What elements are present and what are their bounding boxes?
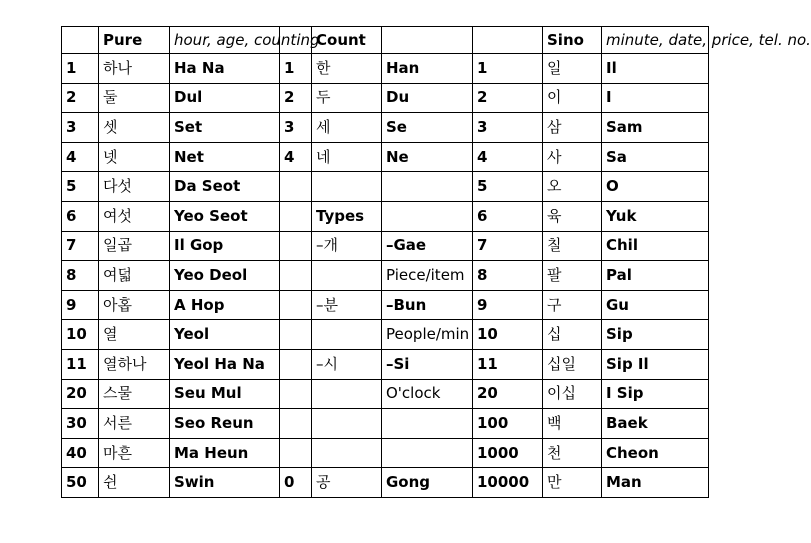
pure-number-cell: 3 [62, 113, 99, 143]
pure-romanization-cell: Ha Na [170, 54, 280, 84]
pure-korean-cell: 마흔 [99, 438, 170, 468]
count-number-cell: 3 [280, 113, 312, 143]
table-row [62, 54, 709, 84]
sino-number-cell: 3 [473, 113, 543, 143]
sino-korean-cell: 십일 [543, 349, 602, 379]
count-korean-cell: 한 [312, 54, 382, 84]
sino-romanization-cell: Baek [602, 409, 709, 439]
pure-korean-cell: 스물 [99, 379, 170, 409]
header-blank-cell [62, 27, 99, 54]
count-korean-cell [312, 172, 382, 202]
pure-number-cell: 40 [62, 438, 99, 468]
count-romanization-cell [382, 201, 473, 231]
sino-korean-cell: 이 [543, 83, 602, 113]
sino-romanization-cell: Sip [602, 320, 709, 350]
sino-romanization-cell: Man [602, 468, 709, 498]
count-number-cell [280, 409, 312, 439]
count-romanization-cell [382, 172, 473, 202]
pure-number-cell: 5 [62, 172, 99, 202]
count-romanization-cell: O'clock [382, 379, 473, 409]
pure-number-cell: 2 [62, 83, 99, 113]
header-blank-cell [473, 27, 543, 54]
count-korean-cell: 세 [312, 113, 382, 143]
count-korean-cell: 네 [312, 142, 382, 172]
pure-romanization-cell: Yeol [170, 320, 280, 350]
count-number-cell: 1 [280, 54, 312, 84]
table-row [62, 290, 709, 320]
korean-numbers-table [61, 26, 811, 498]
pure-korean-cell: 여덟 [99, 261, 170, 291]
pure-romanization-cell: Da Seot [170, 172, 280, 202]
count-number-cell [280, 320, 312, 350]
count-korean-cell [312, 438, 382, 468]
count-romanization-cell [382, 409, 473, 439]
header-sino-note: minute, date, price, tel. no. [602, 27, 709, 54]
count-number-cell [280, 438, 312, 468]
pure-romanization-cell: Ma Heun [170, 438, 280, 468]
table-row [62, 113, 709, 143]
pure-romanization-cell: Yeo Deol [170, 261, 280, 291]
sino-number-cell: 10 [473, 320, 543, 350]
sino-number-cell: 1000 [473, 438, 543, 468]
sino-korean-cell: 만 [543, 468, 602, 498]
sino-number-cell: 9 [473, 290, 543, 320]
count-korean-cell: –분 [312, 290, 382, 320]
pure-number-cell: 11 [62, 349, 99, 379]
pure-romanization-cell: Swin [170, 468, 280, 498]
table-row [62, 320, 709, 350]
count-romanization-cell: –Si [382, 349, 473, 379]
pure-korean-cell: 다섯 [99, 172, 170, 202]
sino-romanization-cell: Sam [602, 113, 709, 143]
pure-korean-cell: 하나 [99, 54, 170, 84]
pure-korean-cell: 셋 [99, 113, 170, 143]
count-number-cell [280, 172, 312, 202]
sino-number-cell: 5 [473, 172, 543, 202]
pure-korean-cell: 넷 [99, 142, 170, 172]
sino-romanization-cell: O [602, 172, 709, 202]
count-romanization-cell: Han [382, 54, 473, 84]
pure-korean-cell: 둘 [99, 83, 170, 113]
table-row [62, 201, 709, 231]
count-number-cell: 4 [280, 142, 312, 172]
table-row [62, 142, 709, 172]
pure-number-cell: 30 [62, 409, 99, 439]
sino-romanization-cell: Chil [602, 231, 709, 261]
sino-korean-cell: 삼 [543, 113, 602, 143]
count-korean-cell [312, 320, 382, 350]
table-row [62, 409, 709, 439]
pure-number-cell: 6 [62, 201, 99, 231]
table-row [62, 83, 709, 113]
sino-number-cell: 2 [473, 83, 543, 113]
pure-number-cell: 20 [62, 379, 99, 409]
count-number-cell [280, 379, 312, 409]
pure-number-cell: 8 [62, 261, 99, 291]
table-row [62, 379, 709, 409]
sino-number-cell: 8 [473, 261, 543, 291]
pure-number-cell: 4 [62, 142, 99, 172]
sino-romanization-cell: Sa [602, 142, 709, 172]
count-number-cell [280, 201, 312, 231]
sino-romanization-cell: Cheon [602, 438, 709, 468]
sino-korean-cell: 백 [543, 409, 602, 439]
count-romanization-cell: Ne [382, 142, 473, 172]
sino-romanization-cell: Gu [602, 290, 709, 320]
count-number-cell [280, 349, 312, 379]
count-romanization-cell: Se [382, 113, 473, 143]
count-number-cell [280, 231, 312, 261]
sino-number-cell: 10000 [473, 468, 543, 498]
pure-korean-cell: 열 [99, 320, 170, 350]
pure-number-cell: 9 [62, 290, 99, 320]
header-row [62, 27, 709, 54]
sino-korean-cell: 오 [543, 172, 602, 202]
pure-korean-cell: 쉰 [99, 468, 170, 498]
pure-romanization-cell: Seo Reun [170, 409, 280, 439]
count-romanization-cell: Du [382, 83, 473, 113]
count-korean-cell: –시 [312, 349, 382, 379]
sino-number-cell: 20 [473, 379, 543, 409]
pure-romanization-cell: Net [170, 142, 280, 172]
table-row [62, 231, 709, 261]
count-romanization-cell: Piece/item [382, 261, 473, 291]
pure-korean-cell: 여섯 [99, 201, 170, 231]
table-row [62, 468, 709, 498]
pure-romanization-cell: Dul [170, 83, 280, 113]
pure-korean-cell: 서른 [99, 409, 170, 439]
header-pure: Pure [99, 27, 170, 54]
header-sino: Sino [543, 27, 602, 54]
sino-romanization-cell: Yuk [602, 201, 709, 231]
pure-romanization-cell: Set [170, 113, 280, 143]
sino-korean-cell: 이십 [543, 379, 602, 409]
sino-romanization-cell: I [602, 83, 709, 113]
count-number-cell [280, 290, 312, 320]
count-korean-cell [312, 409, 382, 439]
sino-romanization-cell: Il [602, 54, 709, 84]
pure-romanization-cell: Yeol Ha Na [170, 349, 280, 379]
sino-korean-cell: 일 [543, 54, 602, 84]
sino-korean-cell: 십 [543, 320, 602, 350]
count-romanization-cell [382, 438, 473, 468]
sino-korean-cell: 칠 [543, 231, 602, 261]
count-romanization-cell: Gong [382, 468, 473, 498]
count-korean-cell [312, 379, 382, 409]
pure-number-cell: 7 [62, 231, 99, 261]
sino-romanization-cell: Pal [602, 261, 709, 291]
pure-korean-cell: 열하나 [99, 349, 170, 379]
pure-romanization-cell: Yeo Seot [170, 201, 280, 231]
sino-number-cell: 4 [473, 142, 543, 172]
count-korean-cell [312, 261, 382, 291]
table-row [62, 349, 709, 379]
sino-korean-cell: 육 [543, 201, 602, 231]
sino-korean-cell: 사 [543, 142, 602, 172]
count-romanization-cell: –Bun [382, 290, 473, 320]
pure-number-cell: 10 [62, 320, 99, 350]
header-blank-cell [382, 27, 473, 54]
pure-romanization-cell: Il Gop [170, 231, 280, 261]
sino-korean-cell: 구 [543, 290, 602, 320]
table-row [62, 261, 709, 291]
pure-romanization-cell: Seu Mul [170, 379, 280, 409]
sino-number-cell: 100 [473, 409, 543, 439]
sino-korean-cell: 팔 [543, 261, 602, 291]
count-korean-cell: Types [312, 201, 382, 231]
table-row [62, 438, 709, 468]
sino-number-cell: 11 [473, 349, 543, 379]
sino-romanization-cell: I Sip [602, 379, 709, 409]
table-row [62, 172, 709, 202]
count-number-cell: 0 [280, 468, 312, 498]
header-count: Count [312, 27, 382, 54]
sino-romanization-cell: Sip Il [602, 349, 709, 379]
count-korean-cell: 두 [312, 83, 382, 113]
count-number-cell [280, 261, 312, 291]
pure-number-cell: 50 [62, 468, 99, 498]
count-korean-cell: –개 [312, 231, 382, 261]
sino-number-cell: 6 [473, 201, 543, 231]
count-number-cell: 2 [280, 83, 312, 113]
count-korean-cell: 공 [312, 468, 382, 498]
sino-korean-cell: 천 [543, 438, 602, 468]
count-romanization-cell: People/min [382, 320, 473, 350]
pure-korean-cell: 아홉 [99, 290, 170, 320]
pure-romanization-cell: A Hop [170, 290, 280, 320]
count-romanization-cell: –Gae [382, 231, 473, 261]
sino-number-cell: 7 [473, 231, 543, 261]
pure-number-cell: 1 [62, 54, 99, 84]
header-pure-note: hour, age, counting [170, 27, 280, 54]
sino-number-cell: 1 [473, 54, 543, 84]
pure-korean-cell: 일곱 [99, 231, 170, 261]
